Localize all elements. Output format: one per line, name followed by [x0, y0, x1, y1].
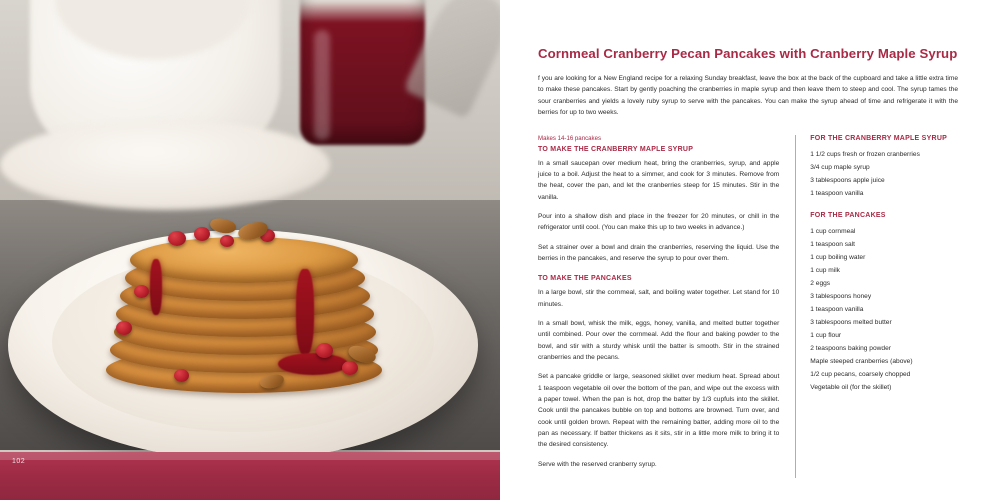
- cranberry: [116, 321, 132, 335]
- ingredient-item: 1 cup flour: [810, 332, 842, 340]
- syrup-drizzle: [150, 259, 162, 315]
- ingredient-item: 3/4 cup maple syrup: [810, 163, 870, 171]
- ingredient-item: 1/2 cup pecans, coarsely chopped: [810, 371, 911, 379]
- footer-band-highlight: [0, 452, 500, 460]
- jar-highlight: [314, 30, 330, 140]
- ingredient-item: Maple steeped cranberries (above): [810, 358, 913, 366]
- ingredient-item: 1 cup cornmeal: [810, 227, 856, 235]
- method-step: In a small saucepan over medium heat, bring the cranberries, syrup, and apple juice to a boil. Adjust the heat to a simmer, and cook for 3 minutes. Remove from the heat, cover the pan, and let the cranberries steep for 15 minutes. Stir in the vanilla.: [538, 159, 780, 201]
- cranberry: [220, 235, 234, 247]
- pancake-layer-top: [130, 237, 358, 283]
- ingredient-item: Vegetable oil (for the skillet): [810, 384, 892, 392]
- recipe-yield: Makes 14-16 pancakes: [538, 134, 602, 142]
- cranberry: [342, 361, 358, 375]
- method-step: Set a pancake griddle or large, seasoned skillet over medium heat. Spread about 1 teaspoon vegetable oil over the bottom of the pan, and wipe out the excess with a paper towel. When the pan is hot, drop the batter by 1/3 cupfuls into the skillet. Cook until the pancakes bubble on top and bottoms are browned. Turn over, and cook until golden brown. Repeat with the remaining batter, adding more oil to the pan as necessary. If batter thickens as it sits, stir in a little more milk to bring it to the desired consistency.: [538, 373, 780, 449]
- cranberry: [168, 231, 186, 246]
- ingredient-item: 3 tablespoons apple juice: [810, 176, 885, 184]
- ingredient-item: 3 tablespoons melted butter: [810, 319, 892, 327]
- method-column: [538, 135, 795, 478]
- method-heading-syrup: TO MAKE THE CRANBERRY MAPLE SYRUP: [538, 145, 694, 153]
- ingredient-item: 1 teaspoon salt: [810, 240, 856, 248]
- saucer: [0, 120, 330, 210]
- method-heading-pancakes: TO MAKE THE PANCAKES: [538, 275, 632, 283]
- syrup-pool: [278, 353, 348, 375]
- ingredients-column: [795, 135, 974, 478]
- pancake-stack: [110, 225, 380, 395]
- method-step: Set a strainer over a bowl and drain the cranberries, reserving the liquid. Use the berries in the pancakes, and reserve the syrup to pour over them.: [538, 243, 780, 262]
- cranberry: [134, 285, 149, 298]
- recipe-columns: [538, 135, 974, 478]
- syrup-drizzle: [296, 269, 314, 355]
- ingredient-item: 1 cup boiling water: [810, 253, 866, 261]
- method-step: In a large bowl, stir the cornmeal, salt, and boiling water together. Let stand for 10 minutes.: [538, 289, 780, 308]
- cranberry: [316, 343, 333, 358]
- ingredient-item: 3 tablespoons honey: [810, 293, 872, 301]
- ingredient-item: 1 1/2 cups fresh or frozen cranberries: [810, 150, 920, 158]
- recipe-intro: f you are looking for a New England recipe for a relaxing Sunday breakfast, leave the box at the back of the cupboard and take a little extra time to make these pancakes. Start by gently poaching the cranberries in maple syrup and then leave them to steep and cool. The syrup tames the sour cranberries and yields a lovely ruby syrup to serve with the pancakes. You can make the syrup ahead of time and refrigerate it with the berries for up to two weeks.: [538, 74, 958, 117]
- ingredient-item: 2 eggs: [810, 280, 831, 287]
- cranberry: [174, 369, 189, 382]
- method-step: Serve with the reserved cranberry syrup.: [538, 460, 657, 468]
- recipe-title: Cornmeal Cranberry Pecan Pancakes with Cranberry Maple Syrup: [538, 46, 958, 61]
- ingredient-item: 1 teaspoon vanilla: [810, 189, 864, 197]
- recipe-text-page: [500, 0, 1000, 500]
- ingredients-heading-syrup: FOR THE CRANBERRY MAPLE SYRUP: [810, 134, 948, 142]
- page-number: 102: [12, 458, 26, 465]
- ingredients-heading-pancakes: FOR THE PANCAKES: [810, 211, 886, 219]
- ingredient-item: 2 teaspoons baking powder: [810, 345, 891, 353]
- page-footer-band: [0, 452, 500, 500]
- method-step: Pour into a shallow dish and place in the freezer for 20 minutes, or chill in the refrigerator until cool. (You can make this up to two weeks in advance.): [538, 212, 780, 232]
- method-step: In a small bowl, whisk the milk, eggs, honey, vanilla, and melted butter together until combined. Pour over the cornmeal. Add the flour and baking powder to the bowl, and stir with a sturdy whisk until the batter is smooth. Stir in the strained cranberries and the pecans.: [538, 319, 780, 361]
- ingredient-item: 1 cup milk: [810, 266, 840, 274]
- cranberry: [194, 227, 210, 241]
- ingredient-item: 1 teaspoon vanilla: [810, 306, 864, 314]
